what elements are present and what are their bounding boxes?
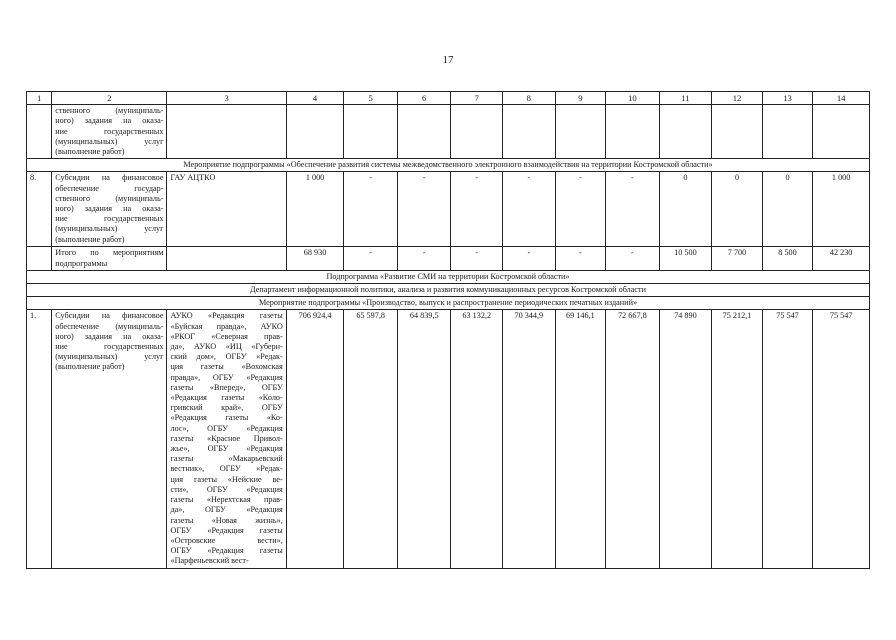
- value-cell: -: [451, 247, 503, 270]
- table-row-1: [27, 310, 870, 568]
- text-line: (муниципальных) услуг: [55, 136, 164, 146]
- text-line: вестник», ОГБУ «Редак-: [170, 464, 283, 474]
- text-line: газеты «Вперед», ОГБУ: [170, 382, 283, 392]
- row-description: [52, 310, 167, 568]
- value-cell: 64 839,5: [397, 310, 451, 568]
- text-line: обеспечение (муниципаль-: [55, 321, 164, 331]
- value-cell: 10 500: [659, 247, 712, 270]
- text-line: (выполнение работ): [55, 234, 125, 244]
- value-cell: -: [606, 172, 660, 247]
- column-header: 6: [397, 92, 451, 105]
- value-cell: 7 700: [712, 247, 763, 270]
- text-line: Субсидии на финансовое: [55, 173, 164, 183]
- text-line: ция газеты «Нейские ве-: [170, 474, 283, 484]
- text-line: ние государственных: [55, 126, 164, 136]
- text-line: ние государственных: [55, 342, 164, 352]
- column-header: 13: [762, 92, 813, 105]
- value-cell: 75 547: [762, 310, 813, 568]
- column-header: 5: [344, 92, 398, 105]
- text-line: «Парфеньевский вест-: [170, 556, 249, 566]
- value-cell: 63 132,2: [451, 310, 503, 568]
- text-line: гривский край», ОГБУ: [170, 403, 283, 413]
- value-cell: 75 212,1: [712, 310, 763, 568]
- value-cell: -: [606, 247, 660, 270]
- text-line: ственного (муниципаль-: [55, 193, 164, 203]
- page-number: 17: [442, 54, 454, 66]
- value-cell: -: [503, 172, 556, 247]
- section-row-event-1: [27, 159, 870, 172]
- section-row-event-2: [27, 297, 870, 310]
- text-line: ОГБУ «Редакция газеты: [170, 525, 283, 535]
- row-executor: ГАУ АЦТКО: [167, 172, 286, 247]
- text-line: ОГБУ «Редакция газеты: [170, 546, 283, 556]
- event-heading-2: Мероприятие подпрограммы «Производство, выпуск и распространение периодических печатных изданий»: [27, 297, 870, 310]
- value-cell: 0: [712, 172, 763, 247]
- column-header: 2: [52, 92, 167, 105]
- department-heading: Департамент информационной политики, анализа и развития коммуникационных ресурсов Костромской области: [27, 284, 870, 297]
- text-line: «РКОГ «Северная прав-: [170, 331, 283, 341]
- text-line: подпрограммы: [55, 258, 108, 268]
- text-line: газеты «Новая жизнь»,: [170, 515, 283, 525]
- text-line: АУКО «Редакция газеты: [170, 311, 283, 321]
- text-line: ние государственных: [55, 214, 164, 224]
- row-description: [52, 172, 167, 247]
- value-cell: -: [555, 247, 606, 270]
- text-line: (муниципальных) услуг: [55, 352, 164, 362]
- column-header: 9: [555, 92, 606, 105]
- value-cell: 75 547: [813, 310, 870, 568]
- value-cell: 74 890: [659, 310, 712, 568]
- column-header: 8: [503, 92, 556, 105]
- value-cell: -: [397, 172, 451, 247]
- total-label: [52, 247, 167, 270]
- text-line: (муниципальных) услуг: [55, 224, 164, 234]
- value-cell: 706 924,4: [286, 310, 344, 568]
- column-header: 14: [813, 92, 870, 105]
- continued-description: [52, 105, 167, 159]
- row-number: 8.: [27, 172, 52, 247]
- value-cell: -: [555, 172, 606, 247]
- value-cell: -: [344, 172, 398, 247]
- section-row-department: [27, 284, 870, 297]
- value-cell: 0: [762, 172, 813, 247]
- column-header: 3: [167, 92, 286, 105]
- value-cell: 42 230: [813, 247, 870, 270]
- section-row-subprogram: [27, 270, 870, 283]
- value-cell: -: [397, 247, 451, 270]
- text-line: «Островские вести»,: [170, 535, 283, 545]
- text-line: Итого по мероприятиям: [55, 248, 164, 258]
- text-line: да», АУКО «ИЦ «Губерн-: [170, 342, 283, 352]
- value-cell: 0: [659, 172, 712, 247]
- text-line: правда», ОГБУ «Редакция: [170, 372, 283, 382]
- text-line: ного) задания на оказа-: [55, 116, 164, 126]
- header-row: [27, 92, 870, 105]
- text-line: ция газеты «Вохомская: [170, 362, 283, 372]
- row-executor: [167, 310, 286, 568]
- text-line: да», ОГБУ «Редакция: [170, 505, 283, 515]
- column-header: 12: [712, 92, 763, 105]
- text-line: ного) задания на оказа-: [55, 331, 164, 341]
- column-header: 1: [27, 92, 52, 105]
- text-line: обеспечение государ-: [55, 183, 164, 193]
- value-cell: 1 000: [286, 172, 344, 247]
- text-line: ственного (муниципаль-: [55, 106, 164, 116]
- text-line: сти», ОГБУ «Редакция: [170, 484, 283, 494]
- column-header: 11: [659, 92, 712, 105]
- table-row-8: [27, 172, 870, 247]
- text-line: газеты «Красное Привол-: [170, 433, 283, 443]
- text-line: ного) задания на оказа-: [55, 204, 164, 214]
- column-header: 7: [451, 92, 503, 105]
- value-cell: 65 597,8: [344, 310, 398, 568]
- value-cell: -: [344, 247, 398, 270]
- value-cell: -: [503, 247, 556, 270]
- text-line: (выполнение работ): [55, 362, 125, 372]
- text-line: «Редакция газеты «Ко-: [170, 413, 283, 423]
- text-line: Субсидии на финансовое: [55, 311, 164, 321]
- text-line: газеты «Нерехтская прав-: [170, 495, 283, 505]
- text-line: (выполнение работ): [55, 147, 125, 157]
- subprogram-heading: Подпрограмма «Развитие СМИ на территории Костромской области»: [27, 270, 870, 283]
- column-header: 10: [606, 92, 660, 105]
- text-line: лос», ОГБУ «Редакция: [170, 423, 283, 433]
- event-heading-1: Мероприятие подпрограммы «Обеспечение развития системы межведомственного электронного взаимодействия на территории Костромской области»: [27, 159, 870, 172]
- text-line: «Редакция газеты «Коло-: [170, 393, 283, 403]
- value-cell: 1 000: [813, 172, 870, 247]
- column-header: 4: [286, 92, 344, 105]
- value-cell: 72 667,8: [606, 310, 660, 568]
- value-cell: 8 500: [762, 247, 813, 270]
- value-cell: 69 146,1: [555, 310, 606, 568]
- value-cell: -: [451, 172, 503, 247]
- table-row-continued: [27, 105, 870, 159]
- value-cell: 68 930: [286, 247, 344, 270]
- row-number: 1.: [27, 310, 52, 568]
- text-line: ский дом», ОГБУ «Редак-: [170, 352, 283, 362]
- text-line: газеты «Макарьевский: [170, 454, 283, 464]
- text-line: «Буйская правда», АУКО: [170, 321, 283, 331]
- text-line: жье», ОГБУ «Редакция: [170, 444, 283, 454]
- budget-table: [26, 91, 870, 569]
- table-row-total: [27, 247, 870, 270]
- value-cell: 70 344,9: [503, 310, 556, 568]
